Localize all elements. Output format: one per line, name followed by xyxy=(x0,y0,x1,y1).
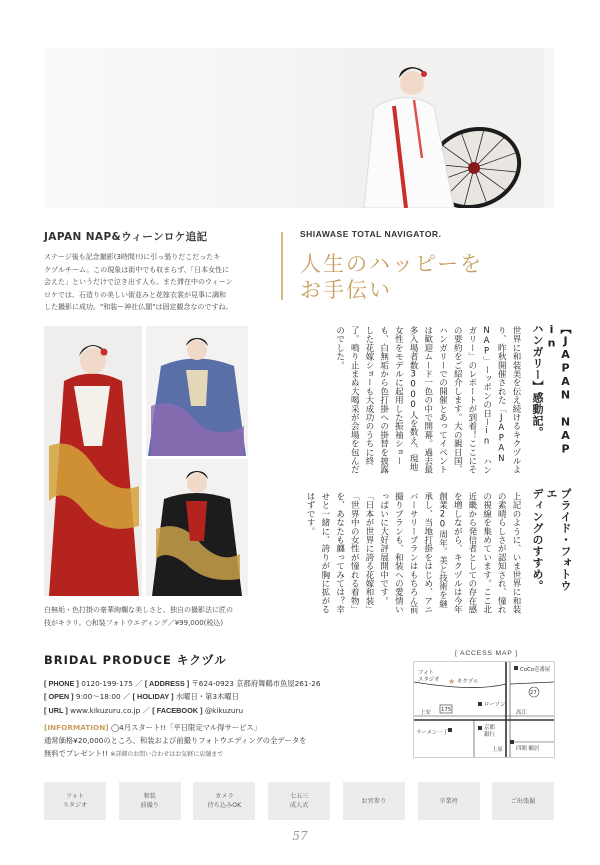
button-label: お宮参り xyxy=(361,797,387,805)
information-row xyxy=(44,721,394,734)
url-key: [ URL ] xyxy=(44,705,68,715)
map-lawson: ローソン xyxy=(484,702,506,708)
phone-key: [ PHONE ] xyxy=(44,679,79,688)
information-value: ◯4月スタート!!「平日限定マル得サービス」 xyxy=(110,722,261,732)
service-buttons xyxy=(44,782,554,822)
map-studio-1: フォト xyxy=(418,670,434,676)
access-map-label: [ ACCESS MAP ] xyxy=(455,650,518,657)
map-intersection: 四間 鶴居 xyxy=(516,746,540,752)
title-line: 【JAPAN NAP in xyxy=(545,323,572,456)
page-number: 57 xyxy=(292,829,308,843)
article-hungary-body: 世界に和装美を伝え続けるキクヅルより、昨秋開催された「JAPAN NAP」ーッポンの日ーin ハンガリー」のレポートが到着！ここにその要約をご紹介します。大の親日国、ハンガリーでの開催とあってイベントは歓迎ムード一色の中で開幕。過去最多入場者数3000人を数え、現地女性をモデルに起用した振袖ショーも、白無垢から色打掛への掛替を披露した花嫁ショーも大成功のうちに終了。鳴り止まぬ大喝采が会場を包んだのでした。 xyxy=(334,326,521,475)
facebook-key: [ FACEBOOK ] xyxy=(152,705,203,715)
map-takae: 高江 xyxy=(516,710,527,716)
caption-text xyxy=(44,251,272,314)
headline-line: 人生のハッピーを xyxy=(300,252,484,276)
title-line: プライド・フォトウエ xyxy=(545,488,572,592)
route-27: 27 xyxy=(530,690,537,696)
caption-line: した撮影に成功。"和装ー神社仏閣"は固定観念なのですね。 xyxy=(44,303,233,311)
button-label: 卒業袴 xyxy=(439,797,458,805)
access-map[interactable] xyxy=(413,661,555,758)
map-bank-top: 京都 xyxy=(484,725,495,731)
shop-info xyxy=(44,652,394,762)
page-headline xyxy=(300,251,483,303)
article-pride-body: 上記のように、いま世界に和装の素晴らしさが認知され、憧れの視線を集めています。ここ北近畿から発信者としての存在感を増しながら、キクヅルは今年創業20周年。美と技術を継承し、当地打掛をはじめ、アニバーサリープランはもちろん前撮りプランも、和装への愛情いっぱいに大好評展開中です。「日本が世界に誇る花嫁和装」「世界中の女性が憧れる着物」を、あなたも纏ってみては？幸せと一緒に、誇りが胸に拡がるはずです。 xyxy=(305,492,521,614)
hero-photo xyxy=(44,48,554,208)
map-ramen: ラーメン一丁 xyxy=(416,730,449,736)
separator: ／ xyxy=(122,692,131,702)
photo-caption-line: 技がキラリ。○和装フォトウエディング／¥99,000(税込) xyxy=(44,618,224,627)
title-line: ハンガリー】感動記。 xyxy=(531,323,544,438)
title-line: ディングのすすめ。 xyxy=(531,488,544,592)
bride-with-umbrella-photo xyxy=(344,48,544,208)
map-studio-2: スタジオ xyxy=(418,677,440,683)
url-link[interactable]: www.kikuzuru.co.jp xyxy=(70,705,141,715)
button-photo-studio[interactable] xyxy=(44,782,106,820)
red-kimono-photo xyxy=(44,326,142,596)
headline-line: お手伝い xyxy=(300,278,392,302)
photo-caption xyxy=(44,604,272,629)
information-note: ※詳細のお問い合わせはお気軽に店舗まで xyxy=(110,751,224,759)
button-sotsugyo-hakama[interactable] xyxy=(418,782,480,820)
holiday-key: [ HOLIDAY ] xyxy=(132,692,174,702)
map-coco: CoCo壱番屋 xyxy=(520,667,551,673)
map-yokosuka: 上原 xyxy=(492,747,503,753)
button-camera-ok[interactable] xyxy=(193,782,255,820)
photo-caption-line: 白無垢・色打掛の豪華絢爛な美しさと、独自の撮影法に匠の xyxy=(44,606,233,614)
button-label: 七五三 成人式 xyxy=(289,793,309,809)
button-wasou-maedori[interactable] xyxy=(119,782,181,820)
information-detail: 通常価格¥20,000のところ、和装および前撮りフォトウエディングの全データを xyxy=(44,736,307,746)
button-label: フォト スタジオ xyxy=(62,793,88,809)
vienna-caption xyxy=(44,229,272,314)
article-pride-title xyxy=(530,488,572,598)
button-label: ご出張撮 xyxy=(510,797,536,805)
caption-line: ロケでは、石造りの美しい街並みと花嫁衣裳が見事に調和 xyxy=(44,290,226,299)
map-bank-bottom: 銀行 xyxy=(484,732,495,738)
shop-title: BRIDAL PRODUCE キクヅル xyxy=(44,653,227,667)
url-facebook-row xyxy=(44,704,394,717)
button-omiyamairi[interactable] xyxy=(343,782,405,820)
blue-kimono-photo xyxy=(146,326,248,456)
headline-accent-bar xyxy=(281,232,283,300)
separator: ／ xyxy=(142,705,150,715)
phone-value[interactable]: 0120-199-175 xyxy=(81,679,133,688)
information-detail-text: 無料でプレゼント!! xyxy=(44,749,108,759)
brand-tagline: SHIAWASE TOTAL NAVIGATOR. xyxy=(300,229,442,239)
black-kimono-photo xyxy=(146,459,248,596)
route-175: 175 xyxy=(441,707,452,713)
button-location-shoot[interactable] xyxy=(492,782,554,820)
map-shrine: 上安 xyxy=(420,710,431,716)
article-hungary-title xyxy=(530,323,572,483)
map-shop: キクヅル xyxy=(457,679,479,685)
caption-line: 会えた」というだけで泣き出す人も。また滞在中のウィーン xyxy=(44,278,233,286)
button-label: カメラ 持ち込みOK xyxy=(207,793,242,809)
open-holiday-row xyxy=(44,690,394,703)
caption-title: JAPAN NAP&ウィーンロケ追記 xyxy=(44,231,208,243)
information-detail-2 xyxy=(44,747,394,761)
caption-line: ステージ後も記念撮影(3時間!!)に引っ張りだこだったキ xyxy=(44,253,221,261)
button-label: 和装 前撮り xyxy=(140,793,159,809)
address-value: 〒624-0923 京都府舞鶴市魚屋261-26 xyxy=(191,679,321,688)
holiday-value: 水曜日・第3木曜日 xyxy=(175,692,239,702)
phone-address-row xyxy=(44,677,394,690)
open-value: 9:00～18:00 xyxy=(75,692,121,702)
facebook-link[interactable]: @kikuzuru xyxy=(204,705,244,715)
information-key: [INFORMATION] xyxy=(44,722,109,732)
caption-line: クヅルチーム。この現象は街中でも収まらず、「日本女性に xyxy=(44,265,230,274)
button-shichigosan[interactable] xyxy=(268,782,330,820)
shop-star-icon: ★ xyxy=(448,677,456,686)
address-key: [ ADDRESS ] xyxy=(144,679,190,688)
open-key: [ OPEN ] xyxy=(44,692,74,702)
separator: ／ xyxy=(135,679,143,688)
